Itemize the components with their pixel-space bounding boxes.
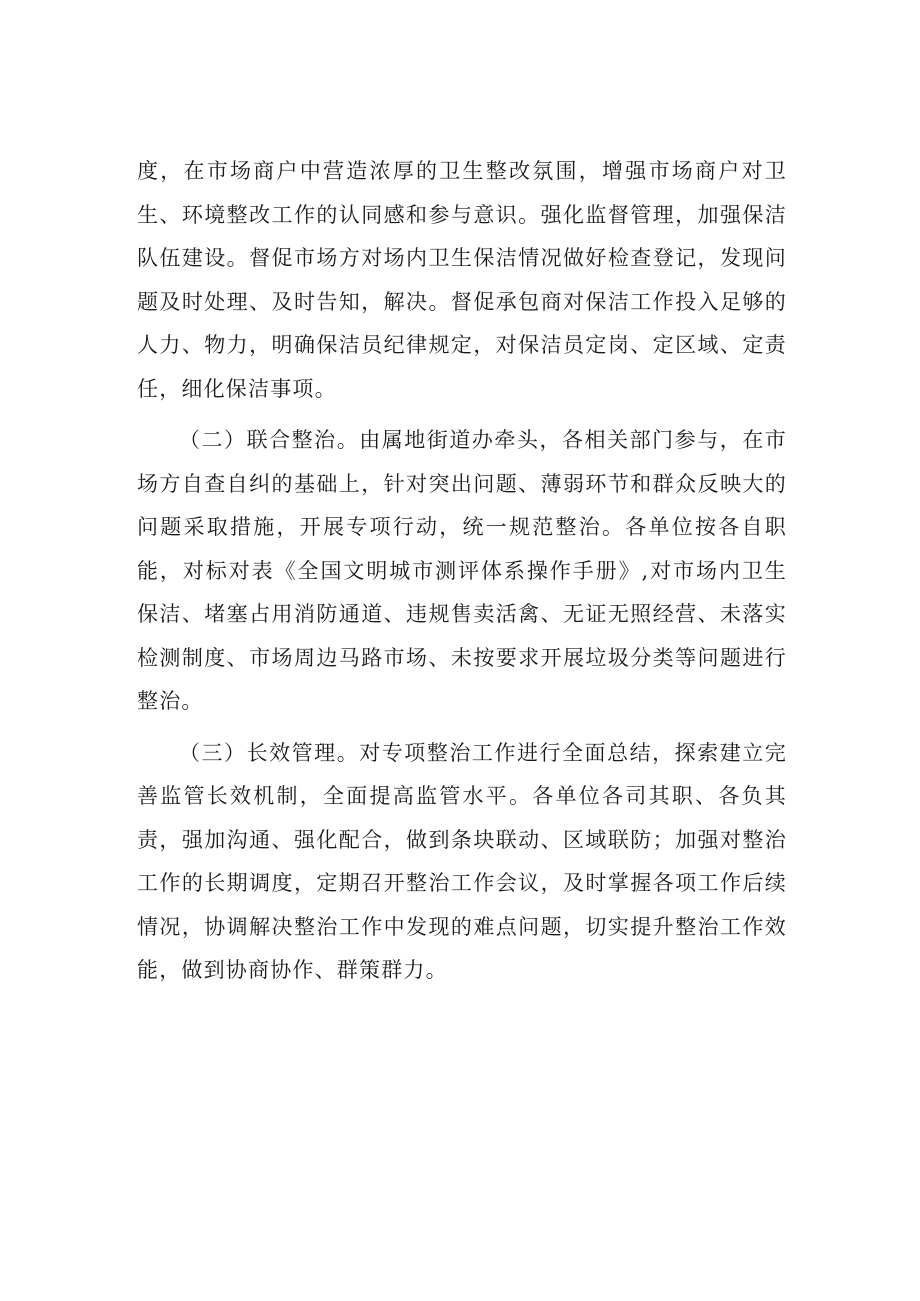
paragraph-long-term-management: （三）长效管理。对专项整治工作进行全面总结，探索建立完善监管长效机制，全面提高监管水平。各单位各司其职、各负其责，强加沟通、强化配合，做到条块联动、区域联防；加强对整治工作的长期调度，定期召开整治工作会议，及时掌握各项工作后续情况，协调解决整治工作中发现的难点问题，切实提升整治工作效能，做到协商协作、群策群力。 [137,740,787,982]
document-page [137,150,787,993]
paragraph-continuation: 度，在市场商户中营造浓厚的卫生整改氛围，增强市场商户对卫生、环境整改工作的认同感和参与意识。强化监督管理，加强保洁队伍建设。督促市场方对场内卫生保洁情况做好检查登记，发现问题及时处理、及时告知，解决。督促承包商对保洁工作投入足够的人力、物力，明确保洁员纪律规定，对保洁员定岗、定区域、定责任，细化保洁事项。 [137,159,787,401]
paragraph-joint-rectification: （二）联合整治。由属地街道办牵头，各相关部门参与，在市场方自查自纠的基础上，针对突出问题、薄弱环节和群众反映大的问题采取措施，开展专项行动，统一规范整治。各单位按各自职能，对标对表《全国文明城市测评体系操作手册》,对市场内卫生保洁、堵塞占用消防通道、违规售卖活禽、无证无照经营、未落实检测制度、市场周边马路市场、未按要求开展垃圾分类等问题进行整治。 [137,428,787,713]
